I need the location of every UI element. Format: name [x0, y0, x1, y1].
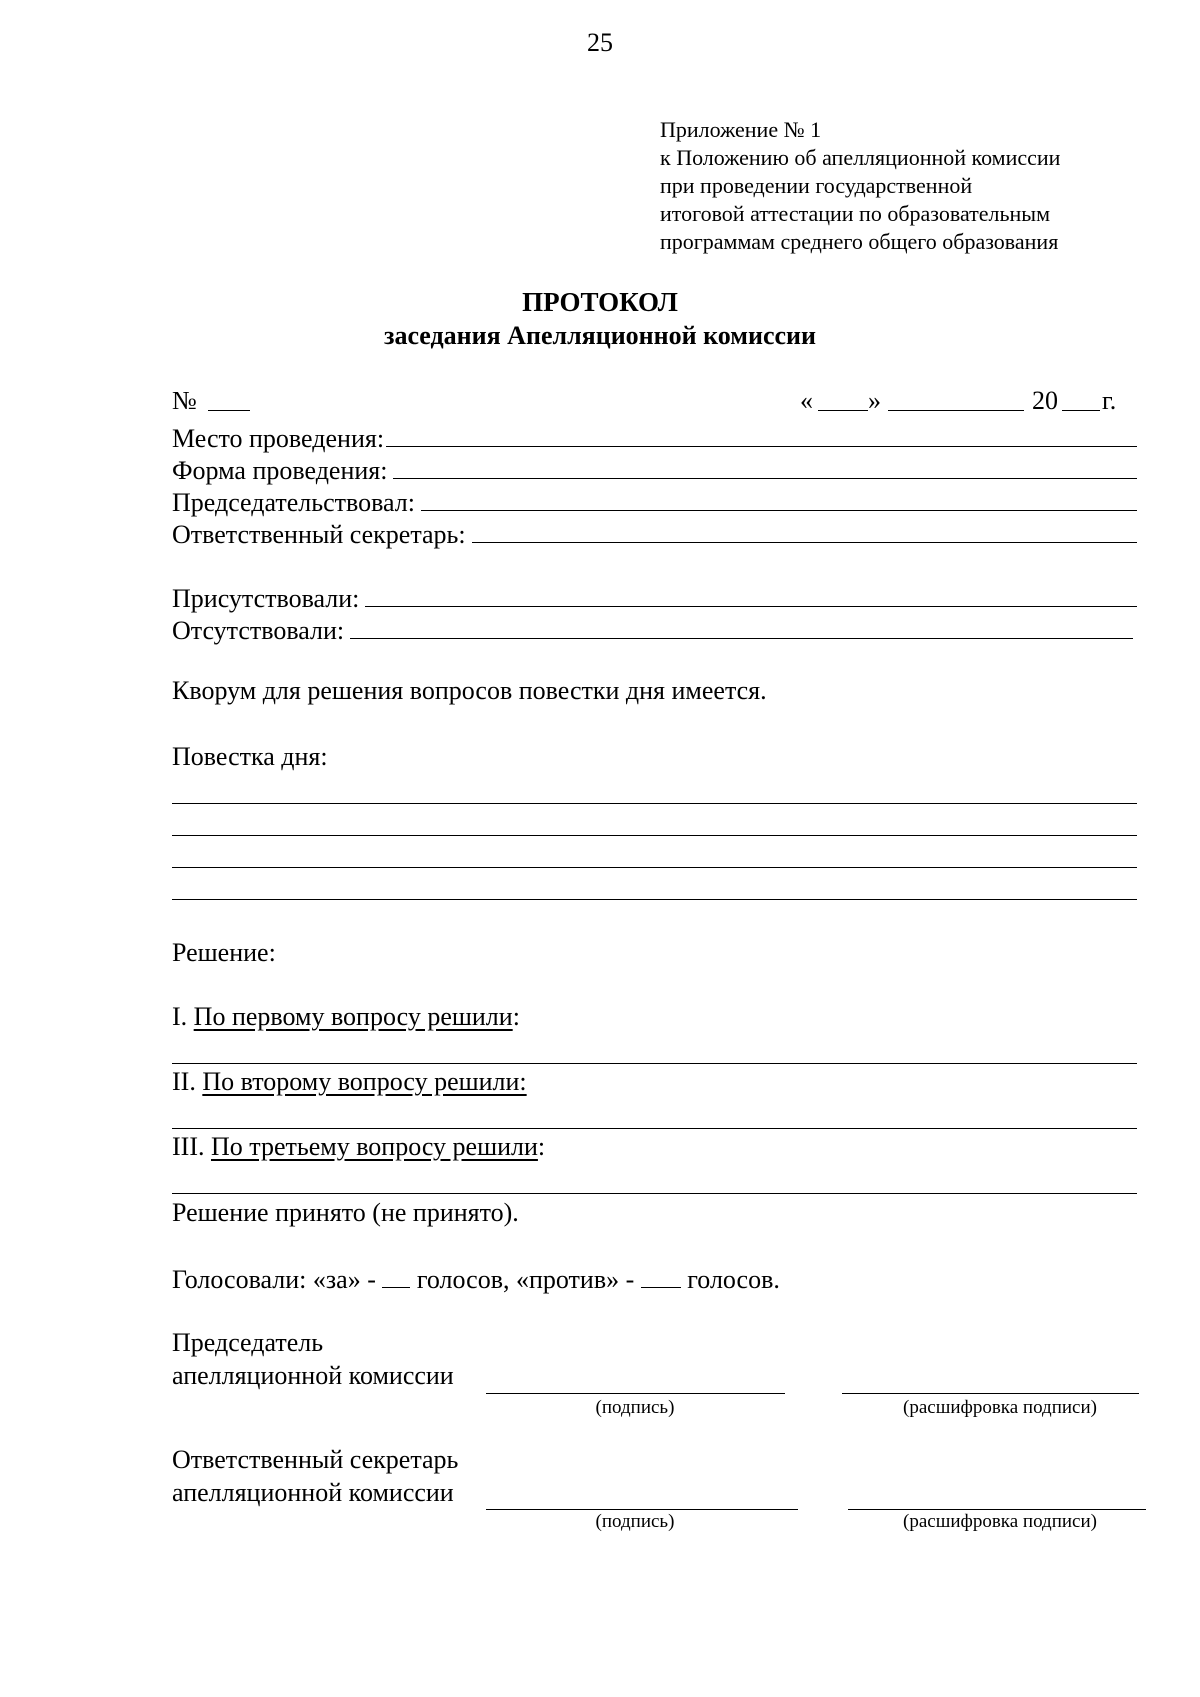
place-field[interactable]: [386, 420, 1137, 447]
document-title: ПРОТОКОЛ: [522, 287, 678, 317]
number-date-row: [172, 386, 1137, 420]
agenda-line[interactable]: [172, 867, 1137, 868]
document-subtitle: заседания Апелляционной комиссии: [384, 321, 816, 350]
question-1-colon: :: [512, 1002, 520, 1031]
chair-decryption-field[interactable]: [842, 1393, 1139, 1394]
decision-result: Решение принято (не принято).: [172, 1198, 519, 1227]
chair-signature-title-1: Председатель: [172, 1328, 324, 1357]
question-2-answer-line[interactable]: [172, 1128, 1137, 1129]
agenda-label: Повестка дня:: [172, 742, 328, 771]
absent-row: [172, 612, 1137, 646]
chair-signature-caption: (подпись): [595, 1397, 675, 1418]
secretary-signature-title-1: Ответственный секретарь: [172, 1445, 459, 1474]
question-3-number: III.: [172, 1132, 211, 1161]
date-day-field[interactable]: [818, 386, 868, 411]
question-2-heading: [172, 1067, 527, 1097]
voting-row: [172, 1263, 780, 1295]
question-1-answer-line[interactable]: [172, 1063, 1137, 1064]
year-prefix: 20: [1032, 386, 1058, 415]
question-2-text: По второму вопросу решили:: [202, 1067, 527, 1096]
absent-label: Отсутствовали:: [172, 616, 345, 645]
chair-row: [172, 484, 1137, 518]
form-row: [172, 452, 1137, 486]
chair-field[interactable]: [421, 484, 1137, 511]
appendix-line: к Положению об апелляционной комиссии: [660, 145, 1061, 170]
chair-signature-field[interactable]: [486, 1393, 785, 1394]
page-number: 25: [587, 28, 613, 57]
secretary-field[interactable]: [472, 516, 1137, 543]
question-1-number: I.: [172, 1002, 194, 1031]
date-open-quote: «: [800, 386, 813, 415]
voting-prefix: Голосовали: «за» -: [172, 1265, 383, 1294]
appendix-line: итоговой аттестации по образовательным: [660, 201, 1051, 226]
voting-middle: голосов, «против» -: [410, 1265, 641, 1294]
agenda-line[interactable]: [172, 835, 1137, 836]
decision-label: Решение:: [172, 938, 276, 967]
protocol-number-field[interactable]: [208, 386, 250, 411]
chair-signature-title-2: апелляционной комиссии: [172, 1361, 454, 1390]
number-sign: №: [172, 386, 197, 415]
question-3-heading: [172, 1132, 545, 1162]
date-close-quote: »: [868, 386, 881, 415]
question-3-text: По третьему вопросу решили: [210, 1132, 538, 1161]
date-year-field[interactable]: [1062, 386, 1100, 411]
present-label: Присутствовали:: [172, 584, 360, 613]
votes-for-field[interactable]: [382, 1263, 410, 1288]
present-field[interactable]: [365, 580, 1137, 607]
question-3-answer-line[interactable]: [172, 1193, 1137, 1194]
agenda-line[interactable]: [172, 803, 1137, 804]
form-label: Форма проведения:: [172, 456, 388, 485]
votes-against-field[interactable]: [641, 1263, 681, 1288]
form-field[interactable]: [393, 452, 1137, 479]
year-suffix: г.: [1102, 386, 1117, 415]
secretary-signature-title-2: апелляционной комиссии: [172, 1478, 454, 1507]
secretary-signature-caption: (подпись): [595, 1511, 675, 1532]
quorum-text: Кворум для решения вопросов повестки дня имеется.: [172, 676, 767, 705]
question-3-colon: :: [537, 1132, 546, 1161]
appendix-note: [660, 116, 1180, 256]
question-1-text: По первому вопросу решили: [193, 1002, 513, 1031]
absent-field[interactable]: [350, 612, 1133, 639]
secretary-signature-field[interactable]: [486, 1509, 798, 1510]
question-1-heading: [172, 1002, 520, 1032]
present-row: [172, 580, 1137, 614]
secretary-decryption-caption: (расшифровка подписи): [903, 1511, 1097, 1532]
place-row: [172, 420, 1137, 454]
place-label: Место проведения:: [172, 424, 385, 453]
appendix-line: Приложение № 1: [660, 117, 822, 142]
chair-decryption-caption: (расшифровка подписи): [903, 1397, 1097, 1418]
appendix-line: программам среднего общего образования: [660, 229, 1059, 254]
chair-label: Председательствовал:: [172, 488, 415, 517]
agenda-line[interactable]: [172, 899, 1137, 900]
question-2-number: II.: [172, 1067, 203, 1096]
appendix-line: при проведении государственной: [660, 173, 973, 198]
secretary-decryption-field[interactable]: [848, 1509, 1146, 1510]
voting-suffix: голосов.: [680, 1265, 780, 1294]
secretary-row: [172, 516, 1137, 550]
secretary-label: Ответственный секретарь:: [172, 520, 466, 549]
date-month-field[interactable]: [888, 386, 1024, 411]
